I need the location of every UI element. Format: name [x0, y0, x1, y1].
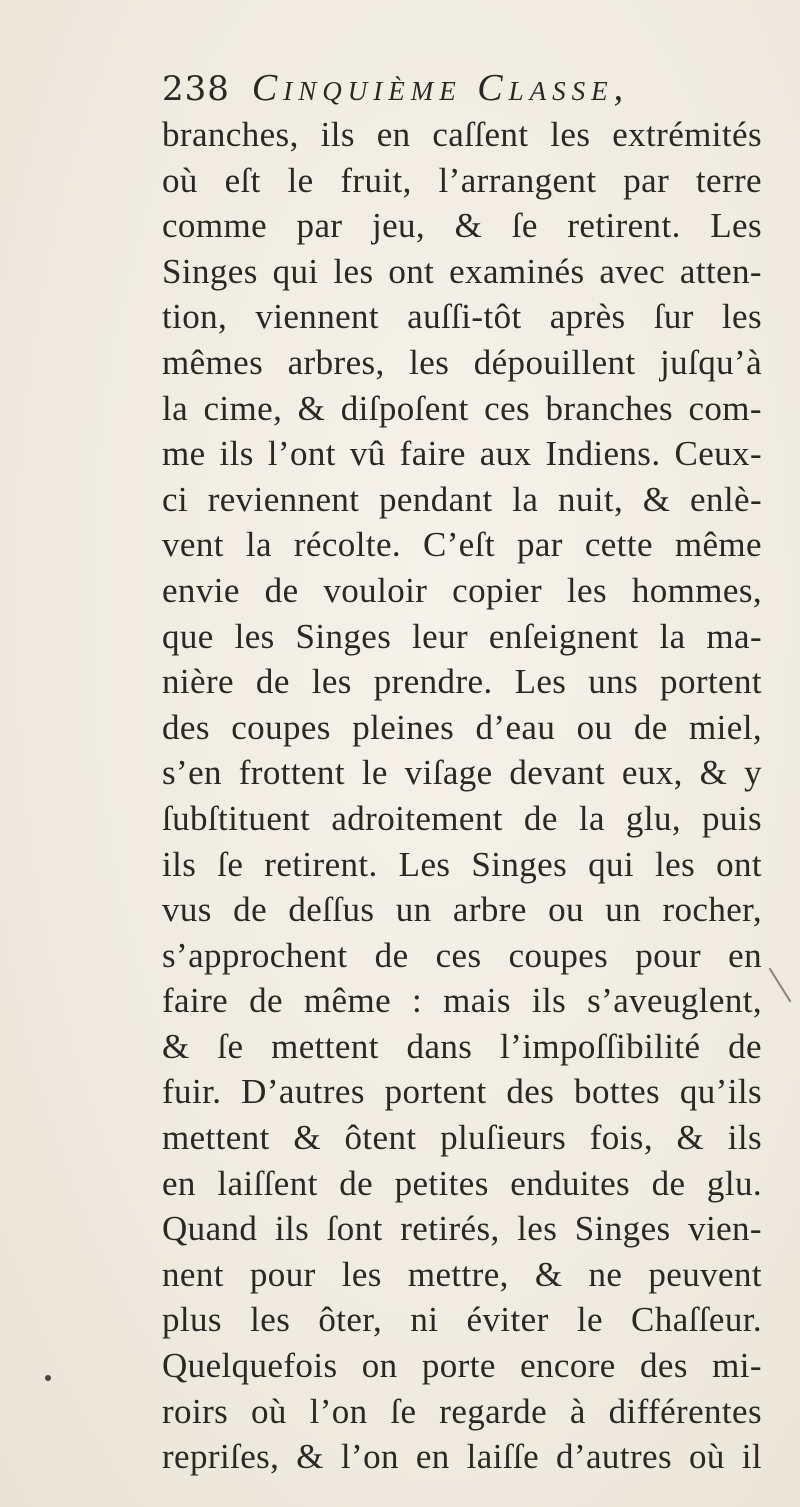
text-line: Quelquefois on porte encore des mi- — [162, 1346, 762, 1386]
text-line: plus les ôter, ni éviter le Chaſſeur. — [162, 1300, 762, 1340]
text-line: où eſt le fruit, l’arrangent par terre — [162, 160, 762, 200]
text-line: comme par jeu, & ſe retirent. Les — [162, 206, 762, 246]
text-line: s’approchent de ces coupes pour en — [162, 935, 762, 975]
text-line: roirs où l’on ſe regarde à différentes — [162, 1391, 762, 1431]
text-line: vus de deſſus un arbre ou un rocher, — [162, 890, 762, 930]
text-line: ils ſe retirent. Les Singes qui les ont — [162, 844, 762, 884]
text-line: repriſes, & l’on en laiſſe d’autres où il — [162, 1437, 762, 1477]
text-line: en laiſſent de petites enduites de glu. — [162, 1163, 762, 1203]
text-line: des coupes pleines d’eau ou de miel, — [162, 707, 762, 747]
text-line: Quand ils ſont retirés, les Singes vien- — [162, 1209, 762, 1249]
text-line: & ſe mettent dans l’impoſſibilité de — [162, 1026, 762, 1066]
text-line: fuir. D’autres portent des bottes qu’ils — [162, 1072, 762, 1112]
text-line: que les Singes leur enſeignent la ma- — [162, 616, 762, 656]
ink-speck — [45, 1375, 51, 1381]
text-line: envie de vouloir copier les hommes, — [162, 570, 762, 610]
text-line: mettent & ôtent pluſieurs fois, & ils — [162, 1118, 762, 1158]
text-line: ſubſtituent adroitement de la glu, puis — [162, 798, 762, 838]
text-line: Singes qui les ont examinés avec atten- — [162, 251, 762, 291]
text-line: nière de les prendre. Les uns portent — [162, 662, 762, 702]
text-line: vent la récolte. C’eſt par cette même — [162, 525, 762, 565]
text-line: branches, ils en caſſent les extrémités — [162, 115, 762, 154]
text-line: nent pour les mettre, & ne peuvent — [162, 1254, 762, 1294]
page-number: 238 — [162, 69, 230, 109]
text-line: tion, viennent auſſi-tôt après ſur les — [162, 297, 762, 337]
running-head: Cinquième Classe, — [251, 67, 630, 109]
margin-mark — [769, 968, 792, 1003]
body-text — [162, 112, 762, 1480]
text-line: me ils l’ont vû faire aux Indiens. Ceux- — [162, 434, 762, 474]
text-line: s’en frottent le viſage devant eux, & y — [162, 753, 762, 793]
text-line: la cime, & diſpoſent ces branches com- — [162, 388, 762, 428]
text-line: faire de même : mais ils s’aveuglent, — [162, 981, 762, 1021]
text-line: mêmes arbres, les dépouillent juſqu’à — [162, 342, 762, 382]
text-line: ci reviennent pendant la nuit, & enlè- — [162, 479, 762, 519]
page-header — [162, 66, 762, 114]
